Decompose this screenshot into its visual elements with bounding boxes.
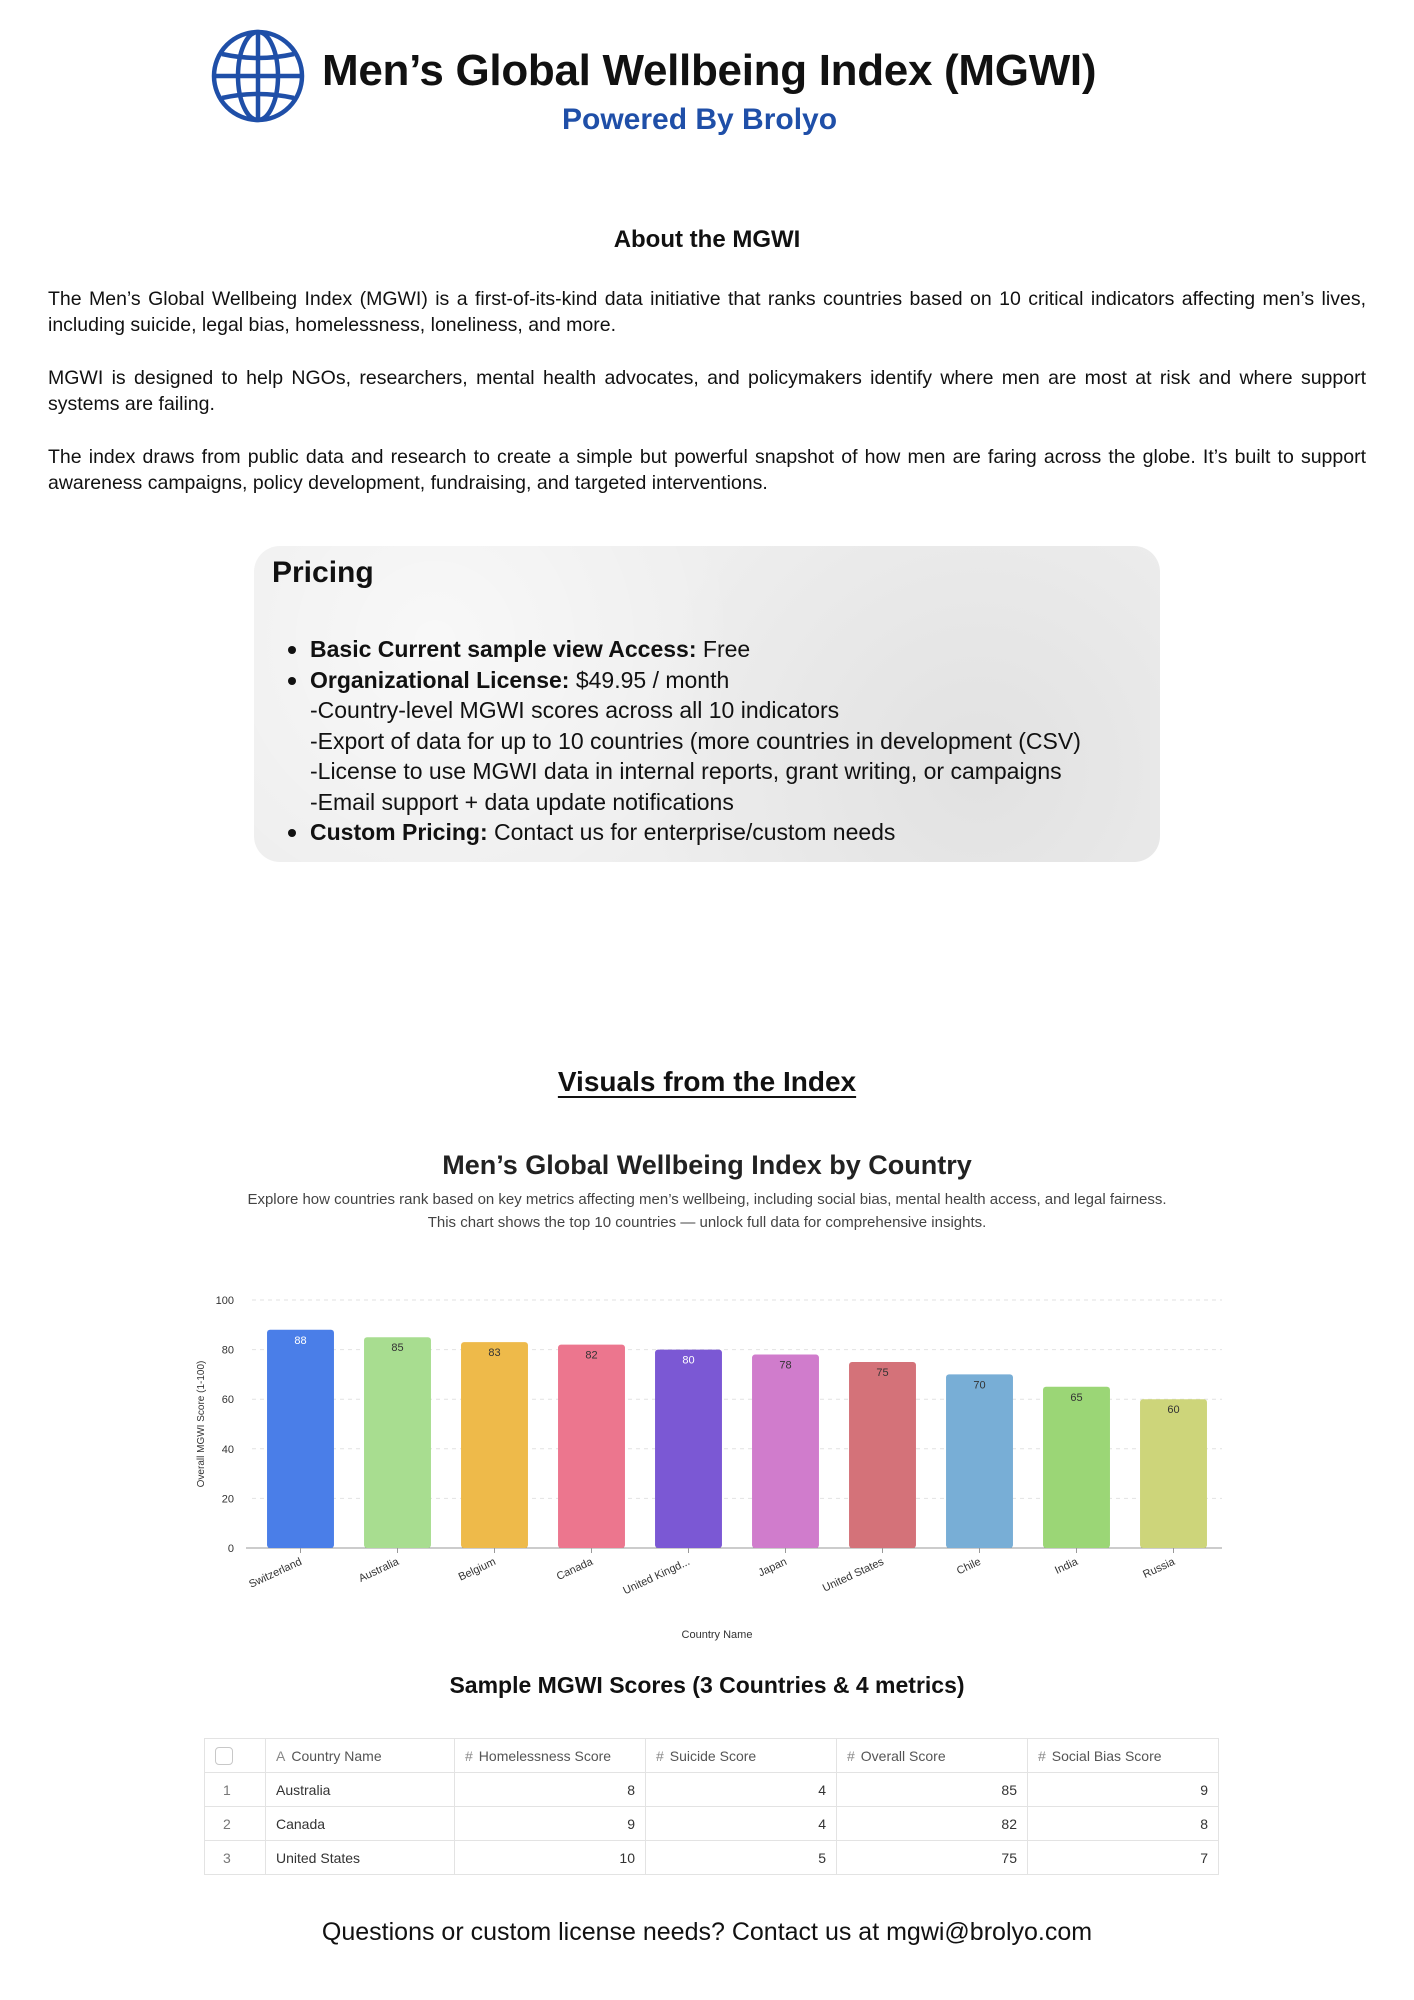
pricing-basic-value: Free <box>696 636 751 662</box>
table-row[interactable] <box>205 1841 1219 1875</box>
x-tick-label: Belgium <box>456 1555 498 1584</box>
y-tick-label: 100 <box>215 1295 234 1307</box>
pricing-feature: -Export of data for up to 10 countries (more countries in development (CSV) <box>310 727 1081 754</box>
x-tick-label: United Kingd... <box>621 1555 692 1598</box>
y-tick-label: 20 <box>221 1493 234 1506</box>
x-tick-label: Australia <box>356 1555 401 1585</box>
pricing-item-custom <box>310 817 1081 848</box>
pricing-title: Pricing <box>272 556 374 589</box>
bar <box>1043 1387 1110 1548</box>
cell-overall: 85 <box>837 1773 1028 1807</box>
pricing-item-basic <box>310 634 1081 665</box>
data-label: 85 <box>391 1342 404 1355</box>
bar <box>655 1350 722 1548</box>
pricing-list <box>310 634 1081 848</box>
visuals-heading: Visuals from the Index <box>557 1066 857 1097</box>
pricing-custom-label: Custom Pricing: <box>310 819 488 845</box>
cell-homelessness: 10 <box>455 1841 646 1875</box>
table-title: Sample MGWI Scores (3 Countries & 4 metrics) <box>449 1672 965 1698</box>
pricing-item-org <box>310 665 1081 696</box>
contact-line: Questions or custom license needs? Contact us at mgwi@brolyo.com <box>321 1918 1093 1946</box>
cell-homelessness: 8 <box>455 1773 646 1807</box>
pricing-feature: -Email support + data update notifications <box>310 788 734 815</box>
bar <box>752 1355 819 1548</box>
chart-subtitle <box>150 1188 1264 1234</box>
about-paragraph-1: The Men’s Global Wellbeing Index (MGWI) is a first-of-its-kind data initiative that ranks countries based on 10 critical indicators affecting men’s lives, including suicide, legal bias, homelessness, loneliness, and more. <box>48 288 1366 336</box>
pricing-card <box>254 546 1160 862</box>
y-tick-label: 60 <box>221 1394 234 1407</box>
table-row[interactable] <box>205 1773 1219 1807</box>
table-row[interactable] <box>205 1807 1219 1841</box>
cell-overall: 75 <box>837 1841 1028 1875</box>
about-paragraph-2: MGWI is designed to help NGOs, researchers, mental health advocates, and policymakers identify where men are most at risk and where support systems are failing. <box>48 367 1366 415</box>
column-header-overall[interactable]: # Overall Score <box>837 1739 1028 1773</box>
page-title: Men’s Global Wellbeing Index (MGWI) <box>322 46 1097 95</box>
row-index: 1 <box>205 1773 266 1807</box>
bar <box>267 1330 334 1548</box>
text-type-icon: A <box>276 1747 286 1764</box>
bar <box>364 1337 431 1548</box>
cell-suicide: 4 <box>646 1807 837 1841</box>
bar <box>461 1342 528 1548</box>
cell-suicide: 4 <box>646 1773 837 1807</box>
pricing-org-label: Organizational License: <box>310 666 570 693</box>
y-tick-label: 0 <box>227 1543 234 1555</box>
cell-homelessness: 9 <box>455 1807 646 1841</box>
bar-chart <box>0 1280 1414 1660</box>
bar <box>558 1345 625 1548</box>
chart-title: Men’s Global Wellbeing Index by Country <box>442 1150 972 1180</box>
globe-icon <box>210 28 306 124</box>
bar <box>946 1374 1013 1548</box>
data-label: 80 <box>682 1354 695 1367</box>
page-subtitle: Powered By Brolyo <box>562 103 838 136</box>
bar <box>1140 1399 1207 1548</box>
x-axis-title: Country Name <box>681 1629 753 1641</box>
data-label: 70 <box>973 1379 986 1392</box>
row-index: 3 <box>205 1841 266 1875</box>
pricing-basic-label: Basic Current sample view Access: <box>310 636 697 662</box>
data-label: 60 <box>1167 1404 1180 1417</box>
pricing-feature: -Country-level MGWI scores across all 10 indicators <box>310 697 840 723</box>
number-type-icon: # <box>656 1747 664 1764</box>
data-label: 65 <box>1070 1391 1083 1404</box>
cell-social-bias: 8 <box>1028 1807 1219 1841</box>
x-tick-label: India <box>1053 1555 1080 1577</box>
cell-country: Canada <box>266 1807 455 1841</box>
select-all-cell <box>205 1739 266 1773</box>
pricing-custom-value: Contact us for enterprise/custom needs <box>487 819 896 845</box>
bar <box>849 1362 916 1548</box>
data-label: 78 <box>779 1359 792 1372</box>
x-tick-label: United States <box>820 1555 886 1595</box>
x-tick-label: Japan <box>756 1555 789 1580</box>
row-index: 2 <box>205 1807 266 1841</box>
chart-subtitle-line: This chart shows the top 10 countries — unlock full data for comprehensive insights. <box>427 1214 987 1231</box>
data-label: 88 <box>294 1334 307 1347</box>
x-tick-label: Switzerland <box>247 1555 304 1591</box>
cell-social-bias: 9 <box>1028 1773 1219 1807</box>
y-tick-label: 80 <box>221 1344 234 1357</box>
x-tick-label: Canada <box>554 1555 595 1584</box>
cell-social-bias: 7 <box>1028 1841 1219 1875</box>
number-type-icon: # <box>465 1747 473 1764</box>
scores-table <box>204 1738 1219 1875</box>
pricing-feature: -License to use MGWI data in internal reports, grant writing, or campaigns <box>310 758 1062 784</box>
chart-subtitle-line: Explore how countries rank based on key metrics affecting men’s wellbeing, including social bias, mental health access, and legal fairness. <box>247 1191 1167 1208</box>
y-axis-title: Overall MGWI Score (1-100) <box>196 1360 207 1488</box>
table-header-row <box>205 1739 1219 1773</box>
number-type-icon: # <box>1038 1747 1046 1764</box>
y-tick-label: 40 <box>221 1443 234 1456</box>
column-header-suicide[interactable]: # Suicide Score <box>646 1739 837 1773</box>
column-header-country[interactable]: A Country Name <box>266 1739 455 1773</box>
column-header-homelessness[interactable]: # Homelessness Score <box>455 1739 646 1773</box>
about-paragraph-3: The index draws from public data and research to create a simple but powerful snapshot of how men are faring across the globe. It’s built to support awareness campaigns, policy development, fundraising, and targeted interventions. <box>48 446 1366 494</box>
cell-overall: 82 <box>837 1807 1028 1841</box>
data-label: 75 <box>876 1367 889 1379</box>
select-all-checkbox[interactable] <box>215 1747 233 1765</box>
about-heading: About the MGWI <box>613 226 801 253</box>
x-tick-label: Chile <box>954 1555 983 1578</box>
header <box>210 28 1210 148</box>
number-type-icon: # <box>847 1747 855 1764</box>
data-label: 83 <box>488 1347 501 1360</box>
cell-country: United States <box>266 1841 455 1875</box>
column-header-social-bias[interactable]: # Social Bias Score <box>1028 1739 1219 1773</box>
pricing-org-value: $49.95 / month <box>569 666 730 693</box>
x-tick-label: Russia <box>1141 1555 1177 1581</box>
data-label: 82 <box>585 1349 598 1362</box>
cell-suicide: 5 <box>646 1841 837 1875</box>
cell-country: Australia <box>266 1773 455 1807</box>
